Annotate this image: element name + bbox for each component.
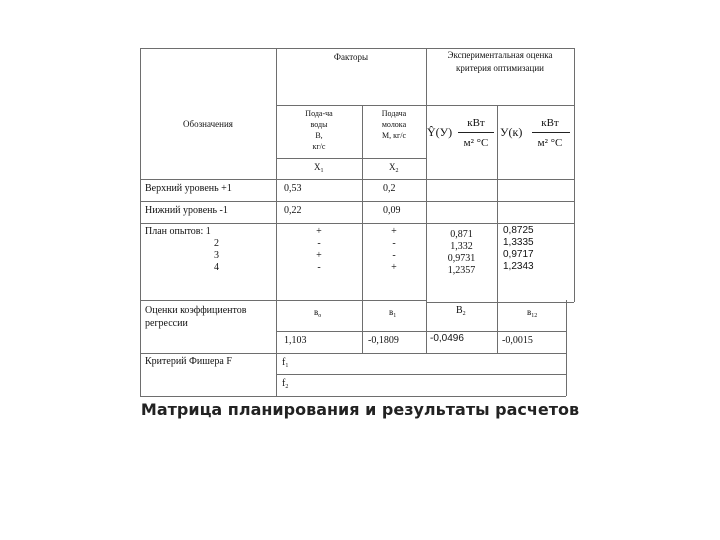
milk-label-2: молока xyxy=(381,120,407,129)
experimental-unit-denominator: м² °С xyxy=(537,137,563,149)
x2-header: $Х_2$ xyxy=(389,162,399,174)
water-label-4: кг/с xyxy=(312,142,326,151)
plan-label: План опытов: 1 xyxy=(145,226,211,237)
plan-x1-sign: + xyxy=(316,226,322,237)
plan-x1-sign: + xyxy=(316,250,322,261)
plan-predicted-value: 1,332 xyxy=(450,241,473,252)
water-label-1: Пода-ча xyxy=(305,109,333,118)
water-label-2: воды xyxy=(310,120,328,129)
coef-b1-header: $в_1$ xyxy=(389,307,397,319)
predicted-formula: Ŷ(У) xyxy=(427,125,453,139)
milk-label-3: М, кг/с xyxy=(381,131,407,140)
caption: Матрица планирования и результаты расчетов xyxy=(140,400,580,419)
coef-label-2: регрессии xyxy=(145,318,188,329)
coef-b1-value: -0,1809 xyxy=(368,335,399,346)
plan-x2-sign: - xyxy=(392,250,396,261)
fisher-f1: $f_1$ xyxy=(282,357,289,369)
designation-header: Обозначения xyxy=(183,119,233,129)
water-label-3: В, xyxy=(315,131,323,140)
plan-predicted-value: 0,871 xyxy=(450,229,473,240)
coef-b0-header: $в_о$ xyxy=(314,307,322,319)
plan-x2-sign: + xyxy=(391,262,397,273)
fisher-label: Критерий Фишера F xyxy=(145,356,232,367)
experimental-header: Экспериментальная оценка критерия оптимизации xyxy=(447,50,553,73)
plan-x1-sign: - xyxy=(317,238,321,249)
plan-x2-sign: + xyxy=(391,226,397,237)
coef-label-1: Оценки коэффициентов xyxy=(145,305,247,316)
fisher-f2: $f_2$ xyxy=(282,378,289,390)
coef-b12-header: $в_{12}$ xyxy=(527,307,538,319)
plan-experimental-value: 0,9717 xyxy=(503,249,534,260)
experimental-formula: У(к) xyxy=(500,125,523,139)
lower-level-x1: 0,22 xyxy=(284,205,302,216)
plan-experimental-value: 1,3335 xyxy=(503,237,534,248)
plan-x2-sign: - xyxy=(392,238,396,249)
factors-header: Факторы xyxy=(333,52,369,62)
plan-x1-sign: - xyxy=(317,262,321,273)
coef-b2-value: -0,0496 xyxy=(430,333,464,344)
plan-experimental-value: 0,8725 xyxy=(503,225,534,236)
predicted-unit-denominator: м² °С xyxy=(463,137,489,149)
upper-level-x2: 0,2 xyxy=(383,183,396,194)
lower-level-label: Нижний уровень -1 xyxy=(145,205,228,216)
coef-b12-value: -0,0015 xyxy=(502,335,533,346)
plan-number-3: 3 xyxy=(214,250,219,261)
experimental-unit-numerator: кВт xyxy=(541,117,559,129)
coef-b2-header: $В_2$ xyxy=(456,305,466,317)
lower-level-x2: 0,09 xyxy=(383,205,401,216)
x1-header: $Х_1$ xyxy=(314,162,324,174)
plan-predicted-value: 0,9731 xyxy=(447,253,476,264)
milk-label-1: Подача xyxy=(381,109,407,118)
plan-experimental-value: 1,2343 xyxy=(503,261,534,272)
plan-number-4: 4 xyxy=(214,262,219,273)
plan-number-2: 2 xyxy=(214,238,219,249)
coef-b0-value: 1,103 xyxy=(284,335,307,346)
upper-level-label: Верхний уровень +1 xyxy=(145,183,232,194)
upper-level-x1: 0,53 xyxy=(284,183,302,194)
predicted-unit-numerator: кВт xyxy=(467,117,485,129)
plan-predicted-value: 1,2357 xyxy=(447,265,476,276)
